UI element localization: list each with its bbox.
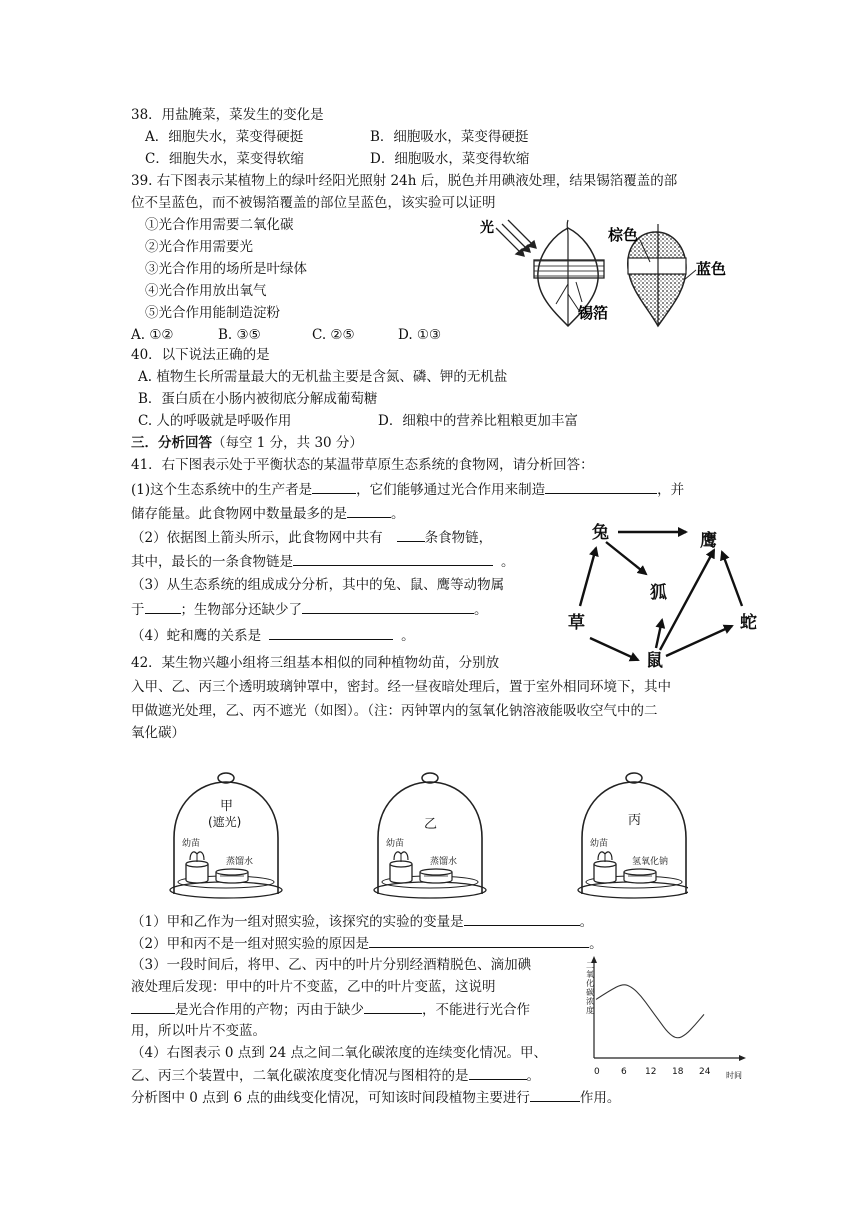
light-label: 光 [480, 220, 494, 236]
q40-stem: 40．以下说法正确的是 [131, 347, 270, 363]
jar-bing [578, 773, 688, 898]
jar-bing-liquid-label: 氢氧化钠 [632, 857, 669, 867]
blue-label: 蓝色 [696, 260, 727, 278]
node-eagle: 鹰 [700, 531, 717, 551]
answer-blank[interactable] [530, 1088, 580, 1102]
jar-bing-plant-label: 幼苗 [590, 839, 609, 849]
q41-part1-line2: 储存能量。此食物网中数量最多的是 。 [131, 506, 405, 522]
q39-item-4: ④光合作用放出氧气 [145, 283, 267, 299]
answer-blank[interactable] [302, 600, 474, 614]
jar-yi [374, 773, 486, 898]
jar-jia-label: 甲 [220, 799, 234, 814]
q42-part4-line2: 乙、丙三个装置中，二氧化碳浓度变化情况与图相符的是 。 [131, 1068, 540, 1084]
q41-part3-line1: （3）从生态系统的组成成分分析，其中的兔、鼠、鹰等动物属 [131, 577, 505, 593]
jar-jia-plant-label: 幼苗 [182, 839, 201, 849]
q39-option-a: A. ①② [131, 327, 174, 343]
bell-jars-figure [168, 768, 688, 904]
q39-stem-line1: 39. 右下图表示某植物上的绿叶经阳光照射 24h 后，脱色并用碘液处理，结果锡箔覆盖的部 [131, 173, 678, 189]
jar-yi-liquid-label: 蒸馏水 [430, 857, 458, 867]
q42-part3-line1: （3）一段时间后，将甲、乙、丙中的叶片分别经酒精脱色、滴加碘 [131, 957, 532, 973]
q41-part1-line1: (1)这个生态系统中的生产者是 ，它们能够通过光合作用来制造 ，并 [131, 482, 685, 498]
x-axis-arrow [739, 1055, 746, 1061]
unstained-band [628, 258, 686, 274]
y-axis-label: 二氧化碳浓度 [586, 961, 594, 1015]
q39-item-5: ⑤光合作用能制造淀粉 [145, 305, 280, 321]
food-web-diagram [562, 514, 774, 670]
brown-label: 棕色 [608, 226, 639, 244]
answer-blank[interactable] [269, 626, 393, 640]
foil-strip [534, 260, 604, 278]
q42-stem-line2: 入甲、乙、丙三个透明玻璃钟罩中，密封。经一昼夜暗处理后，置于室外相同环境下，其中 [131, 679, 671, 695]
co2-concentration-chart [576, 954, 752, 1080]
q38-option-d: D．细胞吸水，菜变得软缩 [370, 151, 530, 167]
leaf-experiment-figure [478, 214, 734, 332]
co2-series-line [596, 985, 704, 1038]
q39-item-2: ②光合作用需要光 [145, 239, 253, 255]
section-3-heading [131, 434, 363, 452]
q41-part3-line2: 于 ；生物部分还缺少了 。 [131, 602, 488, 618]
answer-blank[interactable] [464, 912, 580, 926]
foil-label: 锡箔 [578, 304, 609, 322]
x-tick-label: 6 [621, 1067, 627, 1077]
answer-blank[interactable] [397, 528, 425, 542]
q42-part3-line3: 是光合作用的产物；丙由于缺少 ，不能进行光合作 [131, 1000, 530, 1019]
q41-part2-line1: （2）依据图上箭头所示，此食物网中共有 条食物链， [131, 530, 493, 546]
answer-blank[interactable] [131, 1000, 175, 1014]
answer-blank[interactable] [369, 934, 589, 948]
q40-option-c: C. 人的呼吸就是呼吸作用 [138, 413, 292, 429]
q38-stem: 38．用盐腌菜，菜发生的变化是 [131, 107, 324, 123]
node-mouse: 鼠 [646, 651, 663, 670]
jar-jia-liquid-label: 蒸馏水 [226, 857, 254, 867]
jar-jia-sublabel: (遮光) [208, 815, 242, 829]
jar-yi-plant-label: 幼苗 [386, 839, 405, 849]
q42-stem-line4: 氧化碳） [131, 725, 185, 741]
q39-item-1: ①光合作用需要二氧化碳 [145, 217, 294, 233]
section-3-title: 三．分析回答 [131, 435, 212, 451]
q38-option-a: A．细胞失水，菜变得硬挺 [145, 129, 304, 145]
x-tick-label: 18 [672, 1067, 684, 1077]
q42-part4-line3: 分析图中 0 点到 6 点的曲线变化情况，可知该时间段植物主要进行 作用。 [131, 1090, 621, 1106]
q39-option-d: D. ①③ [398, 327, 442, 343]
q41-stem: 41．右下图表示处于平衡状态的某温带草原生态系统的食物网，请分析回答： [131, 457, 594, 473]
answer-blank[interactable] [347, 504, 391, 518]
q40-option-d: D．细粮中的营养比粗粮更加丰富 [378, 413, 578, 429]
answer-blank[interactable] [312, 480, 356, 494]
q40-option-b: B．蛋白质在小肠内被彻底分解成葡萄糖 [138, 391, 378, 407]
x-axis-label: 时间 [726, 1071, 742, 1080]
q42-part1: （1）甲和乙作为一组对照实验，该探究的实验的变量是 。 [131, 914, 594, 930]
q42-part3-line2: 液处理后发现：甲中的叶片不变蓝，乙中的叶片变蓝，这说明 [131, 979, 496, 995]
jar-bing-label: 丙 [628, 813, 642, 828]
q42-stem-line3: 甲做遮光处理，乙、丙不遮光（如图）。（注：丙钟罩内的氢氧化钠溶液能吸收空气中的二 [131, 703, 658, 719]
q38-option-b: B．细胞吸水，菜变得硬挺 [370, 129, 529, 145]
q40-option-a: A. 植物生长所需量最大的无机盐主要是含氮、磷、钾的无机盐 [138, 369, 508, 385]
node-fox: 狐 [650, 583, 667, 603]
x-tick-label: 0 [594, 1067, 600, 1077]
section-3-note: （每空 1 分，共 30 分） [212, 435, 363, 451]
q41-part2-line2: 其中，最长的一条食物链是 。 [131, 554, 515, 570]
answer-blank[interactable] [145, 600, 181, 614]
q39-stem-line2: 位不呈蓝色，而不被锡箔覆盖的部位呈蓝色，该实验可以证明 [131, 195, 496, 211]
q39-item-3: ③光合作用的场所是叶绿体 [145, 261, 307, 277]
q41-part4: （4）蛇和鹰的关系是 。 [131, 628, 415, 644]
x-tick-label: 12 [645, 1067, 657, 1077]
q38-option-c: C．细胞失水，菜变得软缩 [145, 151, 304, 167]
q39-option-c: C. ②⑤ [312, 327, 355, 343]
q42-part3-line4: 用，所以叶片不变蓝。 [131, 1023, 266, 1039]
answer-blank[interactable] [364, 1000, 422, 1014]
node-grass: 草 [568, 613, 585, 633]
q42-stem-line1: 42．某生物兴趣小组将三组基本相似的同种植物幼苗，分别放 [131, 655, 500, 671]
q42-part2: （2）甲和丙不是一组对照实验的原因是 。 [131, 936, 603, 952]
jar-yi-label: 乙 [424, 817, 438, 832]
node-snake: 蛇 [740, 613, 757, 633]
answer-blank[interactable] [545, 480, 657, 494]
jar-jia [170, 773, 282, 898]
answer-blank[interactable] [293, 552, 493, 566]
q39-option-b: B. ③⑤ [218, 327, 261, 343]
q42-part4-line1: （4）右图表示 0 点到 24 点之间二氧化碳浓度的连续变化情况。甲、 [131, 1045, 548, 1061]
node-rabbit: 兔 [592, 523, 609, 543]
x-tick-label: 24 [699, 1067, 711, 1077]
answer-blank[interactable] [469, 1066, 527, 1080]
